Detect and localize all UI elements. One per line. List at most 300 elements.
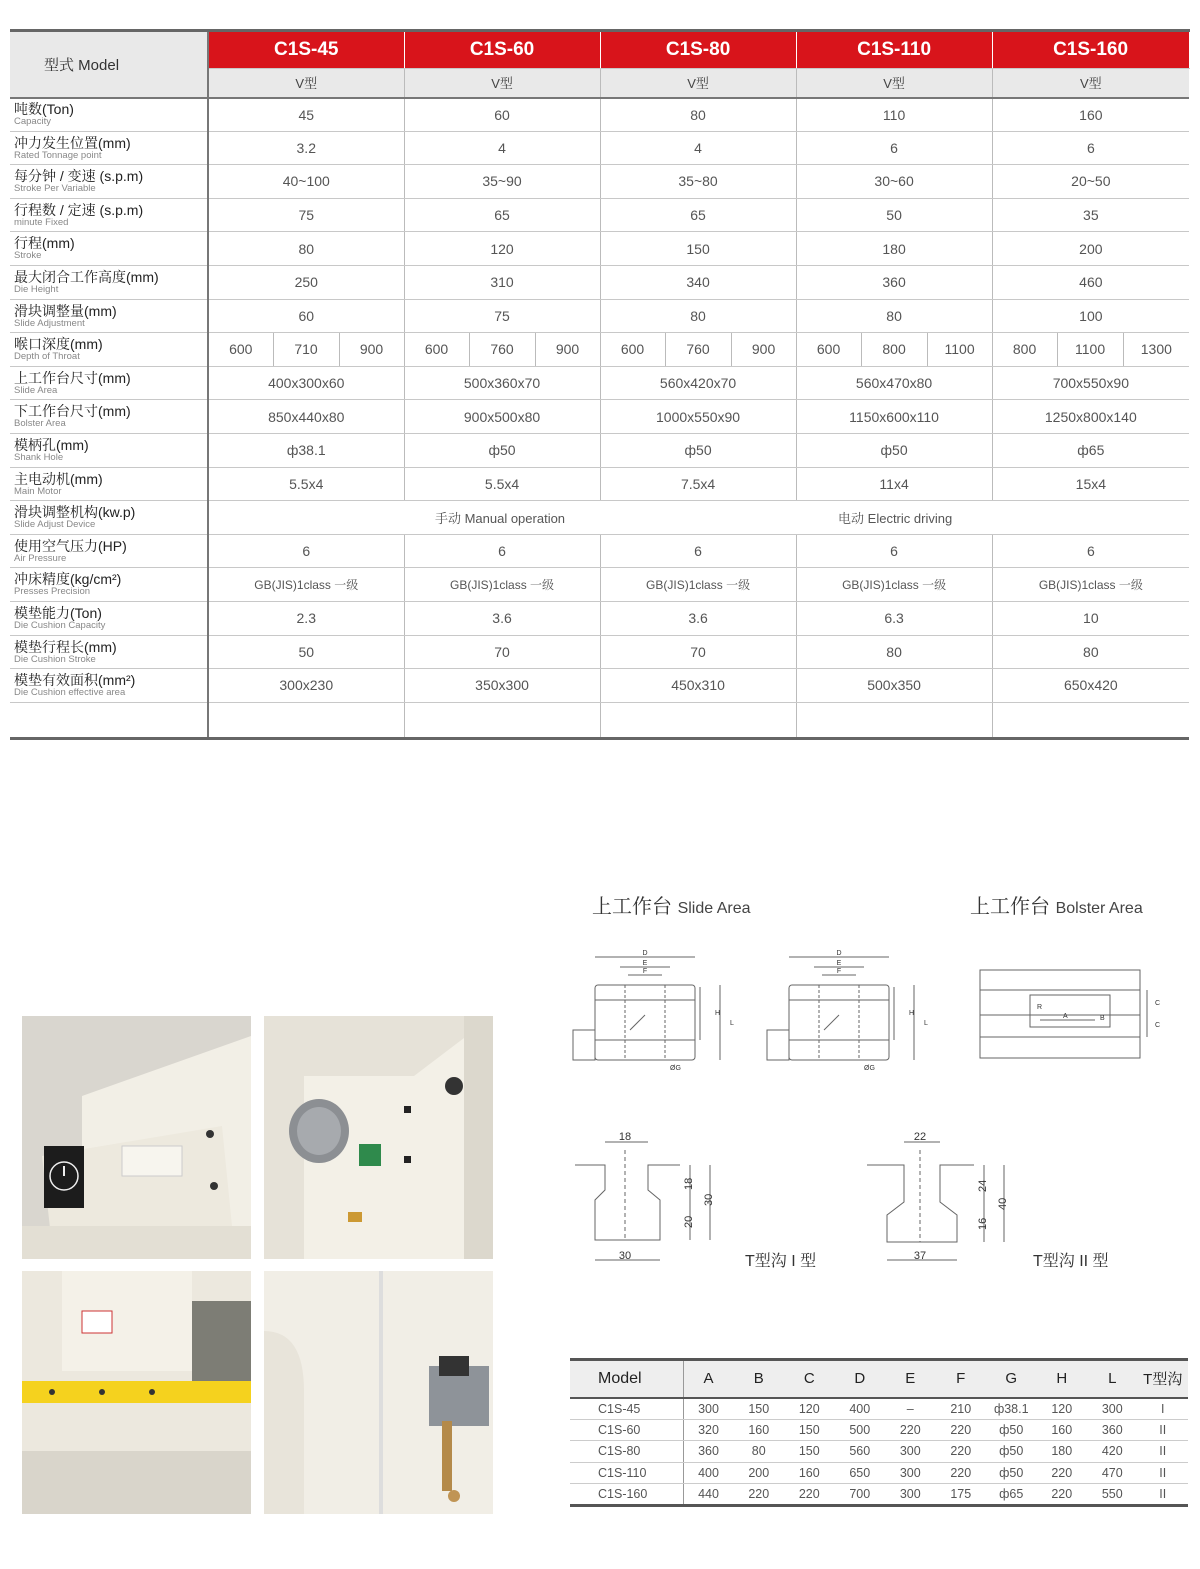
- spec-value: 5.5x4: [208, 467, 404, 501]
- label-cn: 行程数 / 定速 (s.p.m): [14, 201, 144, 218]
- label-en: Die Cushion Capacity: [14, 619, 106, 631]
- dim-row: [570, 1462, 1188, 1484]
- spec-value: 80: [600, 299, 796, 333]
- dim-cell: 420: [1087, 1441, 1138, 1463]
- spec-table: [10, 29, 1190, 740]
- spec-value: 340: [600, 265, 796, 299]
- spec-value: [600, 702, 796, 738]
- label-en: Slide Adjust Device: [14, 519, 96, 531]
- spec-value: 4: [404, 131, 600, 165]
- spec-value: 450x310: [600, 669, 796, 703]
- dim-cell: 210: [936, 1398, 987, 1420]
- dim-cell: ф38.1: [986, 1398, 1037, 1420]
- label-en: Main Motor: [14, 485, 62, 497]
- dim-header: Model: [570, 1360, 683, 1398]
- spec-value: 6: [992, 534, 1189, 568]
- spec-value: 35~90: [404, 165, 600, 199]
- spec-value: 600: [404, 333, 469, 367]
- tslot-type2-label: T型沟 II 型: [1033, 1253, 1109, 1270]
- svg-text:20: 20: [683, 1215, 695, 1228]
- label-en: Die Cushion effective area: [14, 687, 126, 699]
- svg-text:F: F: [836, 968, 842, 975]
- label-cn: 下工作台尺寸(mm): [14, 403, 131, 420]
- dim-cell: I: [1138, 1398, 1189, 1420]
- spec-value: 60: [208, 299, 404, 333]
- dim-cell: C1S-110: [570, 1462, 683, 1484]
- slide-diagram-2: [764, 945, 944, 1075]
- dim-header: L: [1087, 1360, 1138, 1398]
- dim-cell: ф50: [986, 1419, 1037, 1441]
- model-c1s-110: C1S-110: [796, 31, 992, 69]
- spec-row-throat: [10, 333, 1189, 367]
- spec-value: [796, 702, 992, 738]
- dim-cell: II: [1138, 1441, 1189, 1463]
- label-cn: 冲床精度(kg/cm²): [14, 571, 122, 588]
- vtype-label: V型: [796, 69, 992, 98]
- spec-value: 310: [404, 265, 600, 299]
- spec-value: 180: [796, 232, 992, 266]
- photo-crank-housing: [22, 1016, 251, 1259]
- slide-area-title: 上工作台 Slide Area: [592, 896, 751, 918]
- spec-row: [10, 601, 1189, 635]
- spec-value: 300x230: [208, 669, 404, 703]
- bolster-diagram: [975, 965, 1175, 1065]
- spec-row: [10, 635, 1189, 669]
- label-cn: 吨数(Ton): [14, 101, 74, 118]
- svg-text:F: F: [642, 968, 648, 975]
- spec-value: 4: [600, 131, 796, 165]
- spec-row: [10, 400, 1189, 434]
- spec-value: 120: [404, 232, 600, 266]
- model-header: 型式 Model: [10, 31, 208, 98]
- spec-value: 760: [469, 333, 535, 367]
- svg-text:40: 40: [997, 1197, 1009, 1210]
- row-label: [10, 669, 208, 703]
- spec-value: 80: [600, 98, 796, 132]
- spec-value: 2.3: [208, 601, 404, 635]
- spec-row: [10, 198, 1189, 232]
- spec-value: 11x4: [796, 467, 992, 501]
- row-label: [10, 467, 208, 501]
- spec-row: [10, 165, 1189, 199]
- label-cn: 最大闭合工作高度(mm): [14, 269, 159, 286]
- photo-bolster-guard: [22, 1271, 251, 1514]
- spec-value: ф38.1: [208, 433, 404, 467]
- spec-value: GB(JIS)1class 一级: [404, 568, 600, 602]
- dim-cell: 440: [683, 1484, 734, 1506]
- dim-cell: 220: [936, 1441, 987, 1463]
- row-label: [10, 165, 208, 199]
- spec-value: 500x360x70: [404, 366, 600, 400]
- label-cn: 上工作台尺寸(mm): [14, 369, 131, 386]
- label-cn: 主电动机(mm): [14, 470, 103, 487]
- spec-row: [10, 131, 1189, 165]
- spec-value: 560x470x80: [796, 366, 992, 400]
- spec-value: 250: [208, 265, 404, 299]
- dim-header: T型沟: [1138, 1360, 1189, 1398]
- dim-cell: 220: [1037, 1484, 1088, 1506]
- svg-text:ØG: ØG: [864, 1065, 875, 1072]
- spec-value: 350x300: [404, 669, 600, 703]
- spec-value: 80: [208, 232, 404, 266]
- svg-text:30: 30: [703, 1193, 715, 1206]
- label-cn: 每分钟 / 变速 (s.p.m): [14, 168, 144, 185]
- row-label: [10, 702, 208, 738]
- spec-value: 700x550x90: [992, 366, 1189, 400]
- dim-cell: 220: [734, 1484, 785, 1506]
- label-en: Air Pressure: [14, 552, 67, 564]
- row-label: [10, 635, 208, 669]
- row-label: [10, 299, 208, 333]
- dim-cell: ф65: [986, 1484, 1037, 1506]
- svg-text:ØG: ØG: [670, 1065, 681, 1072]
- spec-value: GB(JIS)1class 一级: [992, 568, 1189, 602]
- dim-cell: ф50: [986, 1441, 1037, 1463]
- vtype-label: V型: [404, 69, 600, 98]
- label-en: Die Height: [14, 284, 59, 296]
- spec-value: 6.3: [796, 601, 992, 635]
- spec-value: 650x420: [992, 669, 1189, 703]
- dim-cell: C1S-45: [570, 1398, 683, 1420]
- row-label: [10, 265, 208, 299]
- dim-cell: C1S-60: [570, 1419, 683, 1441]
- row-label: [10, 333, 208, 367]
- dim-row: [570, 1398, 1188, 1420]
- dim-cell: 220: [1037, 1462, 1088, 1484]
- spec-value: 460: [992, 265, 1189, 299]
- spec-value: 500x350: [796, 669, 992, 703]
- svg-text:E: E: [836, 960, 842, 967]
- spec-value: 70: [600, 635, 796, 669]
- label-en: Capacity: [14, 116, 51, 128]
- dim-row: [570, 1484, 1188, 1506]
- spec-value: 6: [404, 534, 600, 568]
- spec-row: [10, 433, 1189, 467]
- dim-cell: 120: [1037, 1398, 1088, 1420]
- row-label: [10, 568, 208, 602]
- spec-value: [208, 702, 404, 738]
- dim-cell: 470: [1087, 1462, 1138, 1484]
- model-c1s-160: C1S-160: [992, 31, 1189, 69]
- spec-value: ф65: [992, 433, 1189, 467]
- spec-value: 10: [992, 601, 1189, 635]
- spec-row: [10, 232, 1189, 266]
- spec-row-slide-adjust: [10, 501, 1189, 535]
- spec-value: 900: [731, 333, 796, 367]
- spec-value: 手动 Manual operation: [208, 501, 600, 535]
- label-cn: 滑块调整机构(kw.p): [14, 504, 136, 521]
- svg-text:L: L: [924, 1020, 928, 1027]
- bolster-area-title: 上工作台 Bolster Area: [970, 896, 1143, 918]
- dim-cell: C1S-80: [570, 1441, 683, 1463]
- dim-cell: 220: [936, 1462, 987, 1484]
- label-cn: 使用空气压力(HP): [14, 537, 127, 554]
- spec-value: [992, 702, 1189, 738]
- spec-value: 400x300x60: [208, 366, 404, 400]
- spec-value: ф50: [600, 433, 796, 467]
- row-label: [10, 433, 208, 467]
- spec-value: 45: [208, 98, 404, 132]
- dim-cell: 180: [1037, 1441, 1088, 1463]
- row-label: [10, 98, 208, 132]
- spec-value: 6: [208, 534, 404, 568]
- svg-text:18: 18: [618, 1131, 632, 1143]
- slide-diagram-1: [570, 945, 750, 1075]
- label-en: Shank Hole: [14, 451, 64, 463]
- dim-header: G: [986, 1360, 1037, 1398]
- dim-header: F: [936, 1360, 987, 1398]
- spec-row: [10, 98, 1189, 132]
- spec-value: 3.6: [600, 601, 796, 635]
- spec-value: 1100: [1057, 333, 1123, 367]
- spec-row: [10, 669, 1189, 703]
- svg-text:L: L: [730, 1020, 734, 1027]
- svg-text:R: R: [1037, 1004, 1043, 1011]
- spec-value: 50: [208, 635, 404, 669]
- spec-row: [10, 467, 1189, 501]
- spec-value: 35~80: [600, 165, 796, 199]
- spec-value: 110: [796, 98, 992, 132]
- label-cn: 模柄孔(mm): [14, 436, 89, 453]
- dim-cell: 300: [683, 1398, 734, 1420]
- dim-cell: 200: [734, 1462, 785, 1484]
- svg-text:D: D: [836, 950, 842, 957]
- spec-value: [404, 702, 600, 738]
- spec-value: 75: [208, 198, 404, 232]
- label-en: Stroke: [14, 250, 42, 262]
- row-label: [10, 131, 208, 165]
- dim-cell: 560: [835, 1441, 886, 1463]
- model-c1s-45: C1S-45: [208, 31, 404, 69]
- spec-value: 1100: [927, 333, 992, 367]
- dim-row: [570, 1419, 1188, 1441]
- label-cn: 模垫有效面积(mm²): [14, 672, 136, 689]
- svg-text:B: B: [1100, 1015, 1105, 1022]
- svg-text:30: 30: [618, 1250, 632, 1262]
- spec-value: GB(JIS)1class 一级: [600, 568, 796, 602]
- row-label: [10, 400, 208, 434]
- label-cn: 喉口深度(mm): [14, 336, 103, 353]
- dim-cell: 650: [835, 1462, 886, 1484]
- spec-value: 50: [796, 198, 992, 232]
- label-en: Die Cushion Stroke: [14, 653, 96, 665]
- dim-cell: 700: [835, 1484, 886, 1506]
- spec-value: 60: [404, 98, 600, 132]
- spec-value: ф50: [796, 433, 992, 467]
- dim-cell: 160: [784, 1462, 835, 1484]
- tslot-type2-diagram: [862, 1130, 1032, 1270]
- svg-text:37: 37: [913, 1250, 927, 1262]
- dim-row: [570, 1441, 1188, 1463]
- spec-value: 600: [796, 333, 861, 367]
- spec-value: 80: [992, 635, 1189, 669]
- dim-header: C: [784, 1360, 835, 1398]
- label-en: Stroke Per Variable: [14, 183, 96, 195]
- spec-value: 710: [273, 333, 339, 367]
- spec-value: 200: [992, 232, 1189, 266]
- spec-value: 6: [796, 131, 992, 165]
- spec-value: 800: [861, 333, 927, 367]
- dim-cell: C1S-160: [570, 1484, 683, 1506]
- dim-header: D: [835, 1360, 886, 1398]
- spec-value: 3.6: [404, 601, 600, 635]
- dim-header: A: [683, 1360, 734, 1398]
- label-cn: 模垫行程长(mm): [14, 638, 117, 655]
- model-c1s-60: C1S-60: [404, 31, 600, 69]
- dimension-table: [570, 1358, 1188, 1507]
- spec-value: 1150x600x110: [796, 400, 992, 434]
- photo-brake-unit: [264, 1016, 493, 1259]
- spec-row-blank: [10, 702, 1189, 738]
- label-cn: 滑块调整量(mm): [14, 302, 117, 319]
- spec-value: 900: [535, 333, 600, 367]
- dim-cell: 160: [734, 1419, 785, 1441]
- dim-cell: II: [1138, 1419, 1189, 1441]
- spec-value: 40~100: [208, 165, 404, 199]
- dim-cell: 550: [1087, 1484, 1138, 1506]
- spec-value: 900x500x80: [404, 400, 600, 434]
- dim-cell: 300: [885, 1484, 936, 1506]
- spec-row: [10, 534, 1189, 568]
- spec-value: 1300: [1123, 333, 1189, 367]
- spec-value: 80: [796, 299, 992, 333]
- spec-value: 900: [339, 333, 404, 367]
- spec-value: 6: [600, 534, 796, 568]
- dim-cell: 300: [885, 1441, 936, 1463]
- spec-value: 1000x550x90: [600, 400, 796, 434]
- dim-header: E: [885, 1360, 936, 1398]
- label-en: Slide Adjustment: [14, 317, 85, 329]
- label-cn: 冲力发生位置(mm): [14, 134, 131, 151]
- label-en: Slide Area: [14, 384, 58, 396]
- svg-text:D: D: [642, 950, 648, 957]
- label-en: Bolster Area: [14, 418, 66, 430]
- spec-value: 20~50: [992, 165, 1189, 199]
- spec-value: 30~60: [796, 165, 992, 199]
- dim-cell: 150: [784, 1441, 835, 1463]
- dim-cell: 360: [683, 1441, 734, 1463]
- dimension-table-body: [570, 1398, 1188, 1506]
- spec-value: 65: [600, 198, 796, 232]
- row-label: [10, 601, 208, 635]
- svg-text:C: C: [1155, 1022, 1161, 1029]
- dim-cell: 300: [1087, 1398, 1138, 1420]
- label-cn: 行程(mm): [14, 235, 75, 252]
- row-label: [10, 366, 208, 400]
- dimension-table-header: [570, 1360, 1188, 1398]
- spec-value: 600: [600, 333, 665, 367]
- dim-cell: 500: [835, 1419, 886, 1441]
- dim-header: B: [734, 1360, 785, 1398]
- spec-value: 6: [796, 534, 992, 568]
- dim-cell: II: [1138, 1484, 1189, 1506]
- svg-text:E: E: [642, 960, 648, 967]
- spec-value: 760: [665, 333, 731, 367]
- spec-row: [10, 265, 1189, 299]
- spec-row: [10, 366, 1189, 400]
- spec-value: 65: [404, 198, 600, 232]
- dim-cell: 220: [936, 1419, 987, 1441]
- dim-cell: 400: [835, 1398, 886, 1420]
- tslot-type1-diagram: [570, 1130, 740, 1270]
- spec-value: 850x440x80: [208, 400, 404, 434]
- tslot-type1-label: T型沟 I 型: [745, 1253, 817, 1270]
- spec-row: [10, 568, 1189, 602]
- dim-cell: 220: [885, 1419, 936, 1441]
- spec-value: 560x420x70: [600, 366, 796, 400]
- dim-cell: ф50: [986, 1462, 1037, 1484]
- label-en: Rated Tonnage point: [14, 149, 102, 161]
- svg-text:H: H: [715, 1010, 721, 1017]
- spec-value: 600: [208, 333, 273, 367]
- spec-value: 800: [992, 333, 1057, 367]
- photo-pneumatic-valve: [264, 1271, 493, 1514]
- dim-cell: 80: [734, 1441, 785, 1463]
- svg-text:22: 22: [913, 1131, 927, 1143]
- dim-cell: 120: [784, 1398, 835, 1420]
- dim-cell: 300: [885, 1462, 936, 1484]
- model-c1s-80: C1S-80: [600, 31, 796, 69]
- dim-cell: II: [1138, 1462, 1189, 1484]
- svg-text:C: C: [1155, 1000, 1161, 1007]
- spec-value: 电动 Electric driving: [600, 501, 1189, 535]
- spec-value: 35: [992, 198, 1189, 232]
- spec-row: [10, 299, 1189, 333]
- spec-value: 1250x800x140: [992, 400, 1189, 434]
- spec-value: GB(JIS)1class 一级: [208, 568, 404, 602]
- spec-value: 6: [992, 131, 1189, 165]
- spec-value: 360: [796, 265, 992, 299]
- label-en: Depth of Throat: [14, 351, 80, 363]
- spec-value: 7.5x4: [600, 467, 796, 501]
- row-label: [10, 198, 208, 232]
- label-cn: 模垫能力(Ton): [14, 604, 102, 621]
- svg-text:24: 24: [977, 1179, 989, 1192]
- spec-value: 3.2: [208, 131, 404, 165]
- spec-value: 80: [796, 635, 992, 669]
- svg-text:16: 16: [977, 1217, 989, 1230]
- dim-cell: 160: [1037, 1419, 1088, 1441]
- vtype-label: V型: [600, 69, 796, 98]
- row-label: [10, 534, 208, 568]
- dim-cell: 150: [734, 1398, 785, 1420]
- label-en: Presses Precision: [14, 586, 91, 598]
- dim-header: H: [1037, 1360, 1088, 1398]
- spec-value: ф50: [404, 433, 600, 467]
- spec-value: 70: [404, 635, 600, 669]
- spec-value: 160: [992, 98, 1189, 132]
- dim-cell: –: [885, 1398, 936, 1420]
- spec-value: 15x4: [992, 467, 1189, 501]
- dim-cell: 220: [784, 1484, 835, 1506]
- spec-value: 100: [992, 299, 1189, 333]
- vtype-label: V型: [992, 69, 1189, 98]
- spec-value: 5.5x4: [404, 467, 600, 501]
- row-label: [10, 232, 208, 266]
- spec-value: 75: [404, 299, 600, 333]
- vtype-label: V型: [208, 69, 404, 98]
- dim-cell: 360: [1087, 1419, 1138, 1441]
- spec-value: 150: [600, 232, 796, 266]
- svg-text:H: H: [909, 1010, 915, 1017]
- dim-cell: 150: [784, 1419, 835, 1441]
- svg-text:18: 18: [683, 1177, 695, 1190]
- dim-cell: 175: [936, 1484, 987, 1506]
- row-label: [10, 501, 208, 535]
- label-en: minute Fixed: [14, 216, 69, 228]
- spec-body: [10, 98, 1189, 739]
- dim-cell: 400: [683, 1462, 734, 1484]
